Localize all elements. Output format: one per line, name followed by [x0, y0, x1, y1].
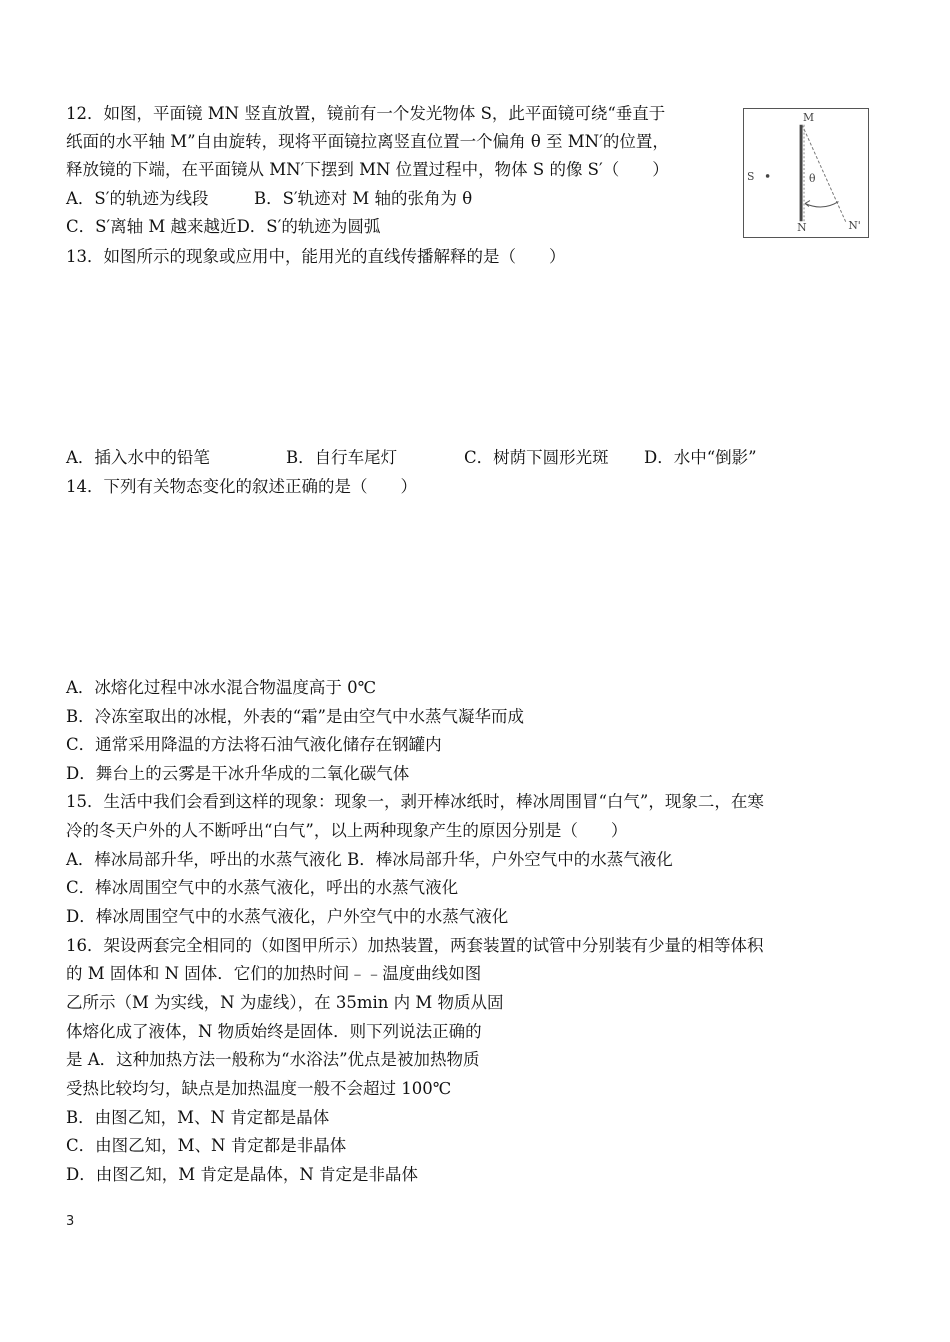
q15-stem-line-2: 冷的冬天户外的人不断呼出“白气”，以上两种现象产生的原因分别是（ ）: [66, 821, 628, 840]
q16-stem-line-6: 受热比较均匀，缺点是加热温度一般不会超过 100℃: [66, 1079, 452, 1098]
label-m: M: [803, 110, 815, 124]
source-point: [766, 174, 770, 178]
q12-stem-line-3: 释放镜的下端，在平面镜从 MN′下摆到 MN 位置过程中，物体 S 的像 S′（ ）: [66, 160, 669, 179]
q16-stem-line-4: 体熔化成了液体，N 物质始终是固体．则下列说法正确的: [66, 1022, 482, 1041]
q15-option-c: C．棒冰周围空气中的水蒸气液化，呼出的水蒸气液化: [66, 878, 459, 897]
label-n: N: [797, 221, 807, 235]
q16-option-b: B．由图乙知，M、N 肯定都是晶体: [66, 1108, 330, 1127]
q13-stem: 13．如图所示的现象或应用中，能用光的直线传播解释的是（ ）: [66, 247, 566, 266]
q13-option-c: C．树荫下圆形光斑: [464, 448, 609, 467]
q12-option-d: D．S′的轨迹为圆弧: [236, 217, 381, 236]
q14-stem: 14．下列有关物态变化的叙述正确的是（ ）: [66, 477, 417, 496]
q14-option-c: C．通常采用降温的方法将石油气液化储存在钢罐内: [66, 735, 442, 754]
q16-stem-line-3: 乙所示（M 为实线，N 为虚线），在 35min 内 M 物质从固: [66, 993, 504, 1012]
label-theta: θ: [808, 171, 816, 185]
q16-option-d: D．由图乙知，M 肯定是晶体，N 肯定是非晶体: [66, 1165, 419, 1184]
label-s: S: [746, 169, 755, 183]
q16-stem-line-1: 16．架设两套完全相同的（如图甲所示）加热装置，两套装置的试管中分别装有少量的相等体积: [66, 936, 764, 955]
q12-mirror-figure: [743, 108, 869, 238]
q13-option-b: B．自行车尾灯: [286, 448, 398, 467]
q12-option-b: B．S′轨迹对 M 轴的张角为 θ: [254, 189, 473, 208]
swing-arc: [805, 202, 838, 207]
q15-options-ab: A．棒冰局部升华，呼出的水蒸气液化 B．棒冰局部升华，户外空气中的水蒸气液化: [66, 850, 673, 869]
q16-stem-line-2: 的 M 固体和 N 固体．它们的加热时间﹣﹣温度曲线如图: [66, 964, 482, 983]
q13-option-a: A．插入水中的铅笔: [66, 448, 210, 467]
q12-options-cd: [66, 213, 380, 241]
q15-stem-line-1: 15．生活中我们会看到这样的现象：现象一，剥开棒冰纸时，棒冰周围冒“白气”，现象二，在寒: [66, 792, 764, 811]
q12-stem-line-1: 12．如图，平面镜 MN 竖直放置，镜前有一个发光物体 S，此平面镜可绕“垂直于: [66, 104, 666, 123]
q13-option-d: D．水中“倒影”: [644, 448, 757, 467]
q14-option-b: B．冷冻室取出的冰棍，外表的“霜”是由空气中水蒸气凝华而成: [66, 707, 524, 726]
label-n-prime: N': [848, 219, 861, 233]
mirror-diagram: [744, 109, 868, 237]
q14-option-d: D．舞台上的云雾是干冰升华成的二氧化碳气体: [66, 764, 410, 783]
q12-stem-line-2: 纸面的水平轴 M”自由旋转，现将平面镜拉离竖直位置一个偏角 θ 至 MN′的位置，: [66, 132, 669, 151]
q16-option-c: C．由图乙知，M、N 肯定都是非晶体: [66, 1136, 347, 1155]
q15-option-d: D．棒冰周围空气中的水蒸气液化，户外空气中的水蒸气液化: [66, 907, 509, 926]
q12-option-c: C．S′离轴 M 越来越近: [66, 217, 237, 236]
q12-options-ab: [66, 185, 472, 213]
page-number: 3: [66, 1214, 75, 1229]
q14-option-a: A．冰熔化过程中冰水混合物温度高于 0℃: [66, 678, 377, 697]
q16-stem-line-5: 是 A．这种加热方法一般称为“水浴法”优点是被加热物质: [66, 1050, 480, 1069]
q12-option-a: A．S′的轨迹为线段: [66, 189, 209, 208]
q13-options: [66, 444, 757, 472]
